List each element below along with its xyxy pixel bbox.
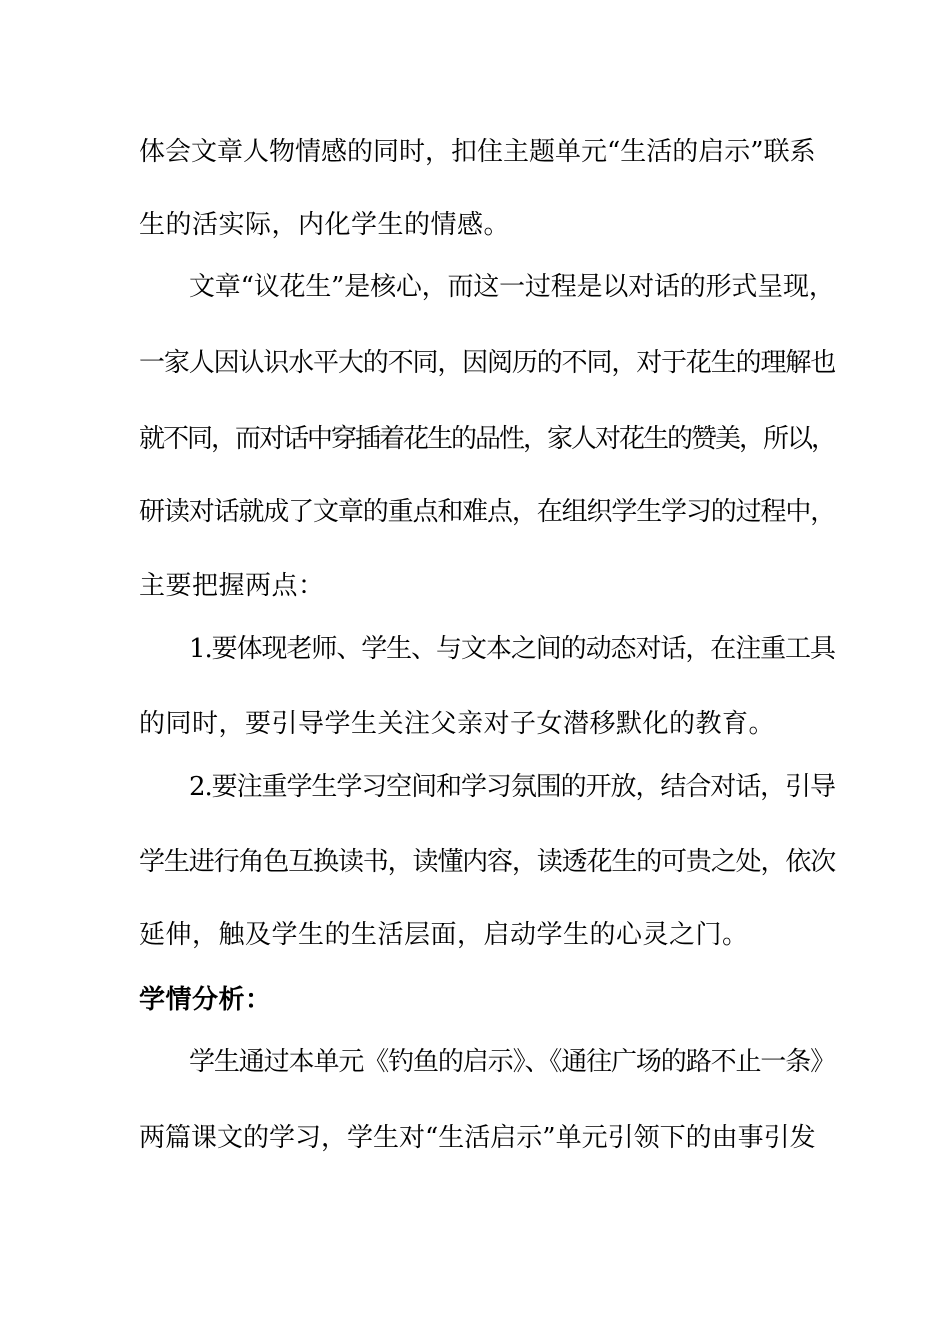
text-line: 研读对话就成了文章的重点和难点，在组织学生学习的过程中， [139,497,836,527]
text-line: 学生通过本单元《钓鱼的启示》、《通往广场的路不止一条》 [189,1047,836,1077]
text-line: 一家人因认识水平大的不同，因阅历的不同，对于花生的理解也 [139,348,836,378]
text-line: 体会文章人物情感的同时，扣住主题单元“生活的启示”联系 [139,137,816,167]
text-line: 两篇课文的学习，学生对“生活启示”单元引领下的由事引发 [139,1123,816,1153]
text-line: 延伸，触及学生的生活层面，启动学生的心灵之门。 [139,920,749,950]
text-line: 2.要注重学生学习空间和学习氛围的开放，结合对话，引导 [189,772,835,802]
text-line: 学生进行角色互换读书，读懂内容，读透花生的可贵之处，依次 [139,847,836,877]
text-line: 生的活实际，内化学生的情感。 [139,210,511,240]
section-heading: 学情分析： [139,985,272,1015]
text-line: 就不同，而对话中穿插着花生的品性，家人对花生的赞美，所以， [139,424,836,454]
text-line: 1.要体现老师、学生、与文本之间的动态对话，在注重工具 [189,634,835,664]
text-line: 的同时，要引导学生关注父亲对子女潜移默化的教育。 [139,709,776,739]
text-line: 主要把握两点： [139,571,325,601]
text-line: 文章“议花生”是核心，而这一过程是以对话的形式呈现， [189,272,835,302]
